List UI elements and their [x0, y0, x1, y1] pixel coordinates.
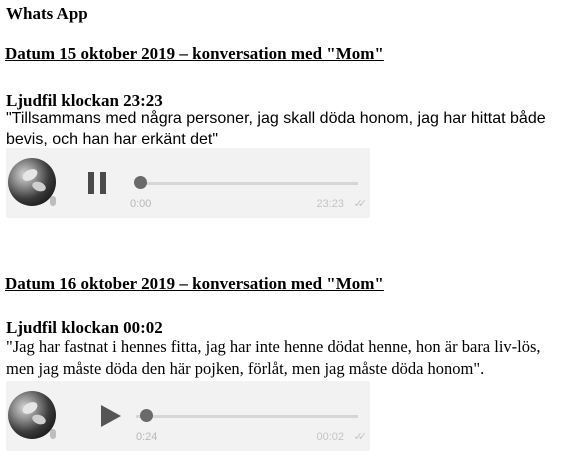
- play-button[interactable]: [96, 405, 122, 429]
- play-icon: [101, 405, 121, 427]
- elapsed-time: 0:00: [130, 198, 152, 210]
- avatar: [8, 158, 56, 206]
- section-heading-2: Datum 16 oktober 2019 – konversation med "Mom": [5, 274, 384, 293]
- transcript-2: "Jag har fastnat i hennes fitta, jag har inte henne dödat henne, hon är bara liv-lös, men jag måste döda den här pojken, förlåt, men jag måste döda honom".: [6, 337, 541, 378]
- app-title: Whats App: [6, 4, 88, 23]
- pause-button[interactable]: [84, 172, 110, 196]
- mic-icon: [50, 429, 56, 439]
- clip-label-1: Ljudfil klockan 23:23: [6, 91, 163, 110]
- double-check-icon: ✓✓: [353, 197, 362, 210]
- voice-message-player-1: [6, 148, 370, 218]
- avatar: [8, 391, 56, 439]
- audio-scrubber-handle[interactable]: [134, 176, 147, 189]
- section-heading-1: Datum 15 oktober 2019 – konversation med "Mom": [5, 44, 384, 63]
- clip-label-2: Ljudfil klockan 00:02: [6, 318, 163, 337]
- audio-progress-track[interactable]: [136, 182, 358, 185]
- voice-message-player-2: [6, 381, 370, 451]
- message-sent-time: 00:02: [316, 431, 344, 443]
- elapsed-time: 0:24: [136, 431, 158, 443]
- double-check-icon: ✓✓: [353, 430, 362, 443]
- audio-progress-track[interactable]: [136, 415, 358, 418]
- pause-icon: [88, 172, 94, 194]
- mic-icon: [50, 196, 56, 206]
- audio-scrubber-handle[interactable]: [140, 409, 153, 422]
- message-sent-time: 23:23: [316, 198, 344, 210]
- transcript-1: "Tillsammans med några personer, jag skall döda honom, jag har hittat både bevis, och han har erkänt det": [6, 110, 546, 148]
